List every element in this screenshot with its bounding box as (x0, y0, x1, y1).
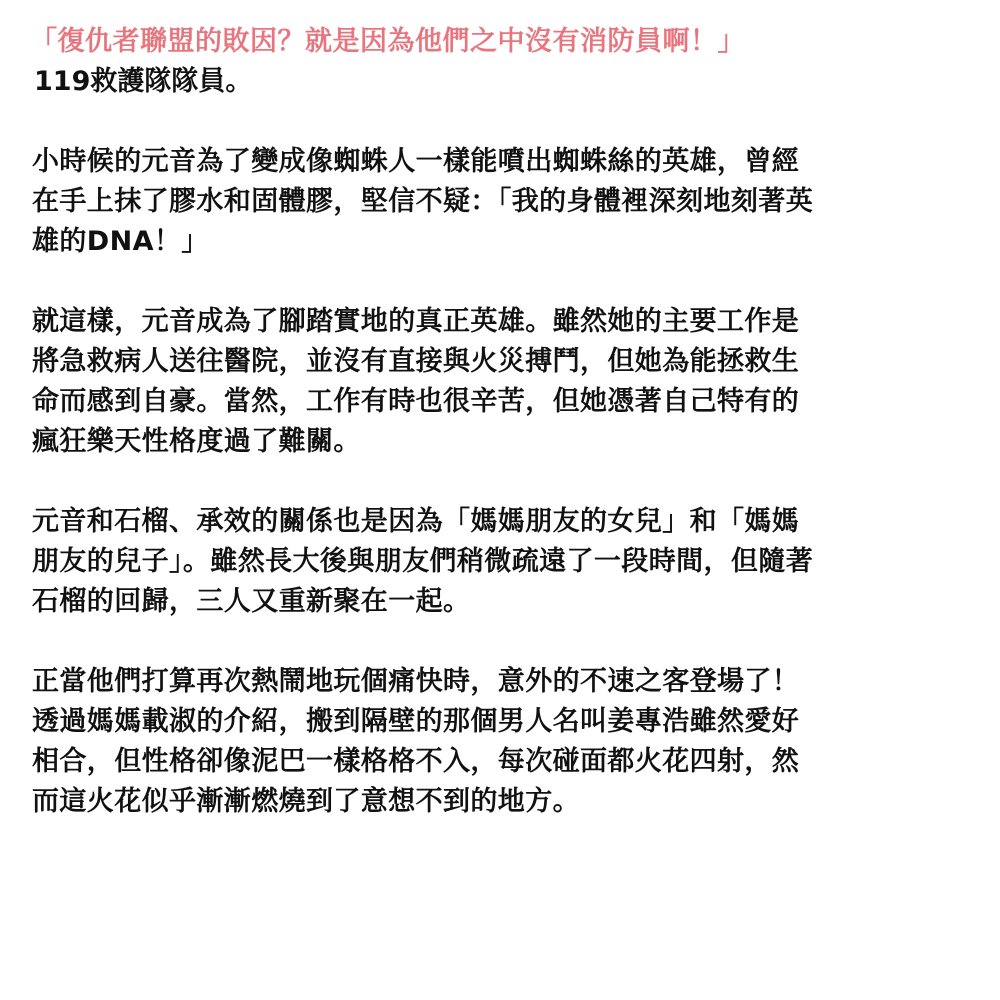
paragraph-friends (32, 502, 972, 622)
paragraph-line: 而這火花似乎漸漸燃燒到了意想不到的地方。 (32, 786, 580, 817)
paragraph-line: 正當他們打算再次熱鬧地玩個痛快時，意外的不速之客登場了！ (32, 666, 800, 697)
paragraph-line: 雄的DNA！」 (32, 226, 209, 257)
paragraph-line: 在手上抹了膠水和固體膠，堅信不疑：「我的身體裡深刻地刻著英 (32, 186, 814, 217)
paragraph-line: 瘋狂樂天性格度過了難關。 (32, 426, 361, 457)
paragraph-childhood (32, 142, 972, 262)
character-role: 119救護隊隊員。 (34, 66, 253, 97)
headline-quote: 「復仇者聯盟的敗因？就是因為他們之中沒有消防員啊！」 (30, 26, 745, 57)
paragraph-line: 命而感到自豪。當然，工作有時也很辛苦，但她憑著自己特有的 (32, 386, 800, 417)
paragraph-line: 相合，但性格卻像泥巴一樣格格不入，每次碰面都火花四射，然 (32, 746, 800, 777)
paragraph-line: 元音和石榴、承效的關係也是因為「媽媽朋友的女兒」和「媽媽 (32, 506, 800, 537)
paragraph-line: 將急救病人送往醫院，並沒有直接與火災搏鬥，但她為能拯救生 (32, 346, 800, 377)
paragraph-line: 透過媽媽載淑的介紹，搬到隔壁的那個男人名叫姜專浩雖然愛好 (32, 706, 800, 737)
paragraph-line: 小時候的元音為了變成像蜘蛛人一樣能噴出蜘蛛絲的英雄，曾經 (32, 146, 800, 177)
paragraph-line: 石榴的回歸，三人又重新聚在一起。 (32, 586, 471, 617)
paragraph-hero-work (32, 302, 972, 462)
paragraph-neighbor (32, 662, 972, 822)
paragraph-line: 朋友的兒子」。雖然長大後與朋友們稍微疏遠了一段時間，但隨著 (32, 546, 814, 577)
paragraph-line: 就這樣，元音成為了腳踏實地的真正英雄。雖然她的主要工作是 (32, 306, 800, 337)
